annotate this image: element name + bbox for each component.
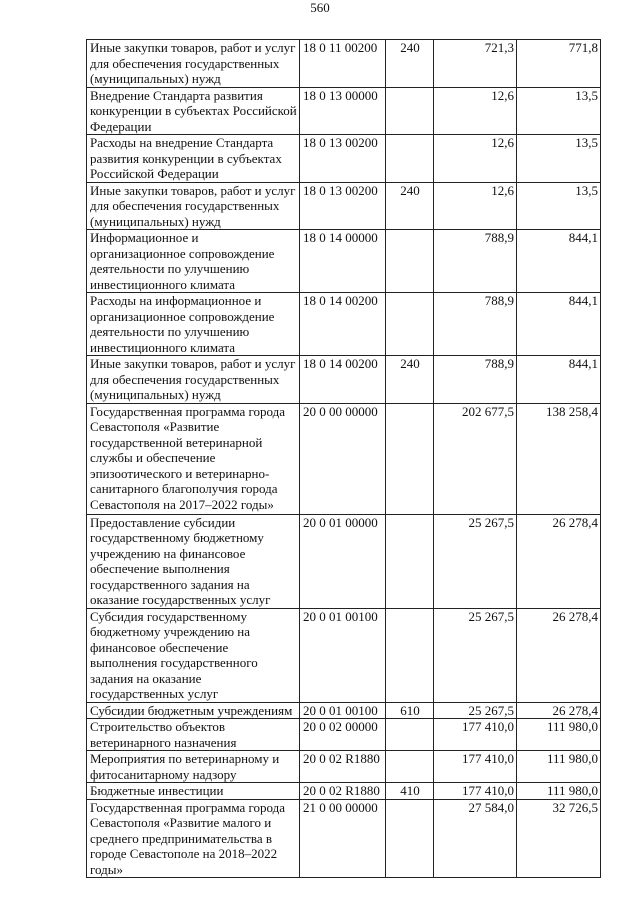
row-name-cell: Бюджетные инвестиции	[87, 783, 300, 800]
row-expense-type-cell	[386, 751, 434, 783]
row-name-cell: Строительство объектов ветеринарного назначения	[87, 719, 300, 751]
row-amount-2020-cell: 111 980,0	[517, 751, 601, 783]
row-amount-2020-cell: 26 278,4	[517, 702, 601, 719]
row-name-cell: Мероприятия по ветеринарному и фитосанитарному надзору	[87, 751, 300, 783]
row-amount-2020-cell: 13,5	[517, 135, 601, 183]
row-code-cell: 18 0 14 00200	[300, 356, 386, 404]
row-expense-type-cell: 240	[386, 40, 434, 88]
table-row	[87, 783, 601, 800]
row-expense-type-cell: 610	[386, 702, 434, 719]
row-name-cell: Иные закупки товаров, работ и услуг для обеспечения государственных (муниципальных) нужд	[87, 182, 300, 230]
row-code-cell: 20 0 02 R1880	[300, 751, 386, 783]
row-name-cell: Субсидии бюджетным учреждениям	[87, 702, 300, 719]
row-name-cell: Расходы на внедрение Стандарта развития конкуренции в субъектах Российской Федерации	[87, 135, 300, 183]
row-amount-2020-cell: 844,1	[517, 356, 601, 404]
row-amount-2020-cell: 138 258,4	[517, 403, 601, 514]
table-row	[87, 40, 601, 88]
row-amount-2020-cell: 13,5	[517, 87, 601, 135]
row-name-cell: Субсидия государственному бюджетному учреждению на финансовое обеспечение выполнения государственного задания на оказание государственных услуг	[87, 608, 300, 702]
row-code-cell: 20 0 02 00000	[300, 719, 386, 751]
row-expense-type-cell	[386, 135, 434, 183]
row-code-cell: 18 0 14 00200	[300, 293, 386, 356]
table-row	[87, 799, 601, 878]
row-code-cell: 20 0 00 00000	[300, 403, 386, 514]
table-row	[87, 608, 601, 702]
row-code-cell: 20 0 01 00100	[300, 702, 386, 719]
row-amount-2020-cell: 32 726,5	[517, 799, 601, 878]
row-amount-2019-cell: 721,3	[434, 40, 517, 88]
row-amount-2019-cell: 788,9	[434, 230, 517, 293]
row-name-cell: Иные закупки товаров, работ и услуг для обеспечения государственных (муниципальных) нужд	[87, 356, 300, 404]
row-amount-2020-cell: 111 980,0	[517, 719, 601, 751]
row-amount-2019-cell: 12,6	[434, 182, 517, 230]
row-code-cell: 20 0 01 00000	[300, 514, 386, 608]
row-expense-type-cell	[386, 293, 434, 356]
row-code-cell: 20 0 02 R1880	[300, 783, 386, 800]
row-code-cell: 18 0 11 00200	[300, 40, 386, 88]
row-amount-2019-cell: 177 410,0	[434, 719, 517, 751]
table-row	[87, 702, 601, 719]
row-amount-2019-cell: 177 410,0	[434, 783, 517, 800]
row-expense-type-cell	[386, 799, 434, 878]
page-number: 560	[310, 0, 330, 15]
row-amount-2019-cell: 25 267,5	[434, 702, 517, 719]
row-amount-2020-cell: 13,5	[517, 182, 601, 230]
table-row	[87, 182, 601, 230]
row-expense-type-cell	[386, 719, 434, 751]
row-expense-type-cell: 240	[386, 356, 434, 404]
row-amount-2019-cell: 25 267,5	[434, 514, 517, 608]
row-amount-2019-cell: 788,9	[434, 356, 517, 404]
row-amount-2019-cell: 788,9	[434, 293, 517, 356]
row-expense-type-cell	[386, 608, 434, 702]
row-code-cell: 18 0 13 00200	[300, 135, 386, 183]
row-expense-type-cell	[386, 230, 434, 293]
row-code-cell: 18 0 14 00000	[300, 230, 386, 293]
table-row	[87, 403, 601, 514]
table-row	[87, 751, 601, 783]
row-expense-type-cell	[386, 514, 434, 608]
table-row	[87, 719, 601, 751]
row-expense-type-cell: 240	[386, 182, 434, 230]
row-name-cell: Информационное и организационное сопровождение деятельности по улучшению инвестиционного климата	[87, 230, 300, 293]
row-code-cell: 18 0 13 00200	[300, 182, 386, 230]
table-row	[87, 230, 601, 293]
row-code-cell: 20 0 01 00100	[300, 608, 386, 702]
row-name-cell: Иные закупки товаров, работ и услуг для обеспечения государственных (муниципальных) нужд	[87, 40, 300, 88]
row-amount-2020-cell: 771,8	[517, 40, 601, 88]
row-name-cell: Государственная программа города Севастополя «Развитие малого и среднего предпринимательства в городе Севастополе на 2018–2022 годы»	[87, 799, 300, 878]
row-amount-2020-cell: 844,1	[517, 230, 601, 293]
row-name-cell: Предоставление субсидии государственному бюджетному учреждению на финансовое обеспечение выполнения государственного задания на оказание государственных услуг	[87, 514, 300, 608]
row-amount-2020-cell: 844,1	[517, 293, 601, 356]
row-code-cell: 21 0 00 00000	[300, 799, 386, 878]
table-row	[87, 293, 601, 356]
table-row	[87, 87, 601, 135]
budget-table-body	[87, 40, 601, 878]
row-name-cell: Расходы на информационное и организационное сопровождение деятельности по улучшению инвестиционного климата	[87, 293, 300, 356]
row-amount-2019-cell: 12,6	[434, 135, 517, 183]
table-row	[87, 135, 601, 183]
row-name-cell: Государственная программа города Севастополя «Развитие государственной ветеринарной службы и обеспечение эпизоотического и ветеринарно-санитарного благополучия города Севастополя на 2017–2022 годы»	[87, 403, 300, 514]
row-expense-type-cell	[386, 87, 434, 135]
row-name-cell: Внедрение Стандарта развития конкуренции в субъектах Российской Федерации	[87, 87, 300, 135]
row-amount-2020-cell: 111 980,0	[517, 783, 601, 800]
row-expense-type-cell	[386, 403, 434, 514]
table-row	[87, 514, 601, 608]
row-amount-2019-cell: 25 267,5	[434, 608, 517, 702]
row-amount-2020-cell: 26 278,4	[517, 514, 601, 608]
row-expense-type-cell: 410	[386, 783, 434, 800]
row-amount-2019-cell: 12,6	[434, 87, 517, 135]
table-row	[87, 356, 601, 404]
row-code-cell: 18 0 13 00000	[300, 87, 386, 135]
budget-table	[86, 39, 601, 878]
row-amount-2019-cell: 202 677,5	[434, 403, 517, 514]
row-amount-2019-cell: 177 410,0	[434, 751, 517, 783]
row-amount-2019-cell: 27 584,0	[434, 799, 517, 878]
row-amount-2020-cell: 26 278,4	[517, 608, 601, 702]
